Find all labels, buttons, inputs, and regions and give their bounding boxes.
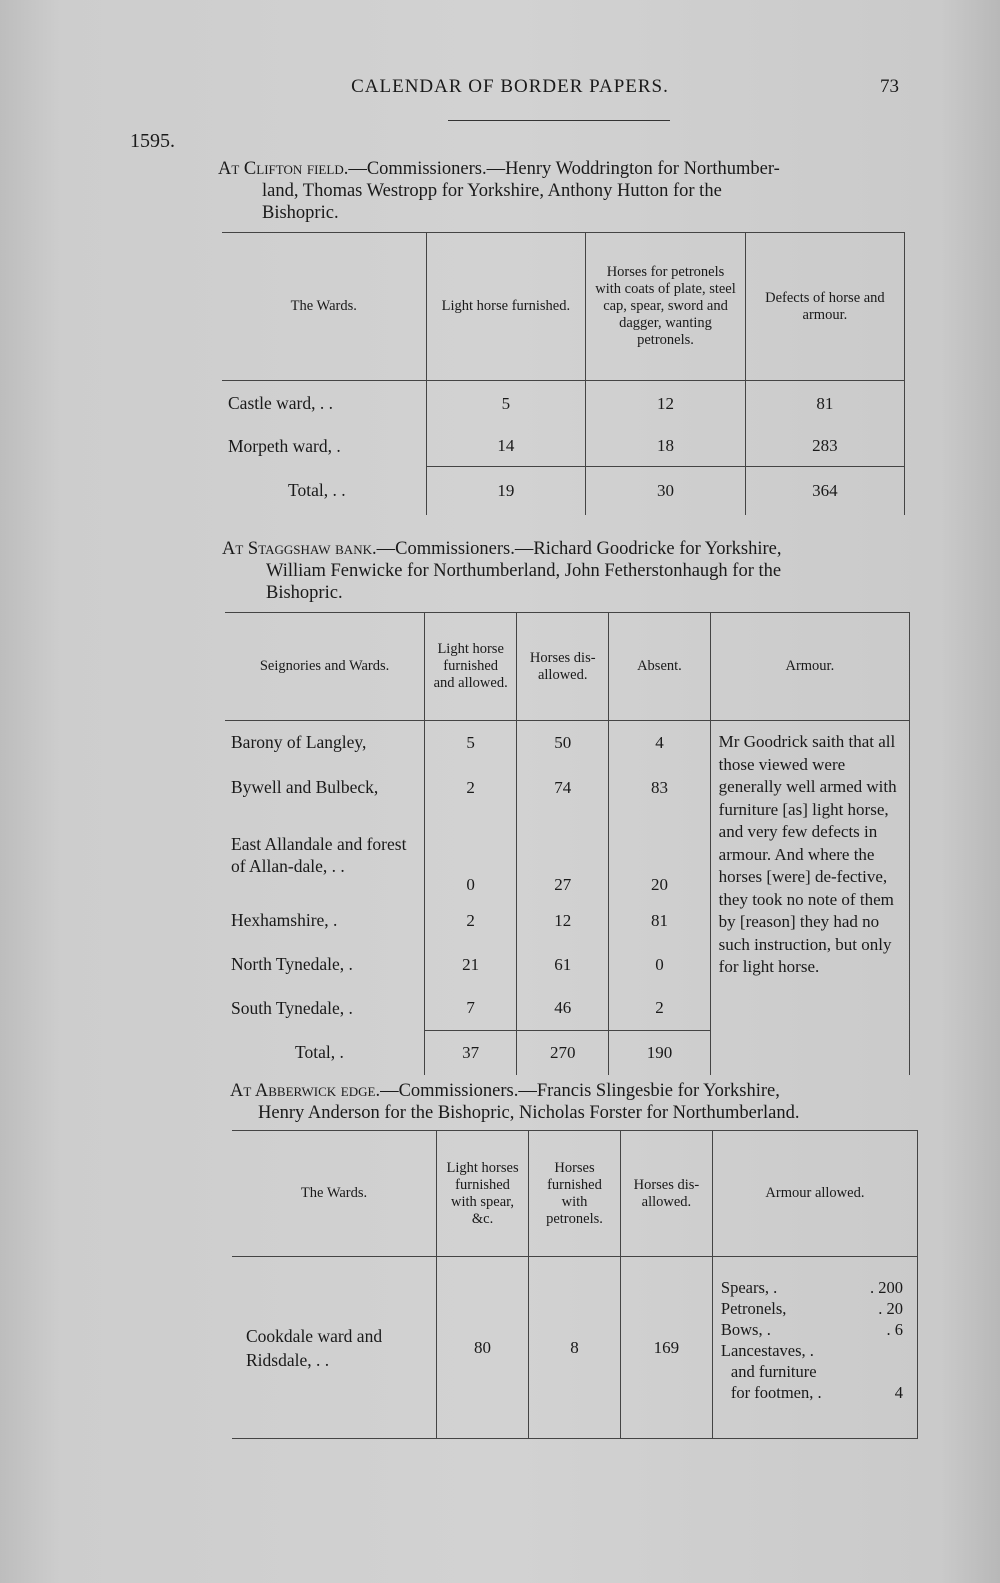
ward-name: Barony of Langley,	[225, 721, 425, 765]
list-item	[721, 1319, 903, 1340]
armour-empty-cell	[710, 1031, 909, 1075]
ward-name: Hexhamshire, .	[231, 910, 338, 930]
staggshaw-bank-table	[225, 612, 910, 1075]
section2-text-l3: Bishopric.	[266, 583, 343, 603]
col-petronels: Horses furnished with petronels.	[529, 1131, 621, 1257]
disallowed-value: 50	[517, 721, 609, 765]
armour-note: Mr Goodrick saith that all those viewed were generally well armed with furniture [as] light horse, and very few defects in armour. And where the horses [were] de-fective, they took no note of them by [reason] they had no such instruction, but only for light horse.	[710, 721, 909, 1031]
total-row	[225, 1031, 910, 1075]
disallowed-value: 27	[517, 811, 609, 899]
total-absent: 190	[609, 1031, 710, 1075]
defects-value: 283	[745, 427, 904, 467]
col-defects: Defects of horse and armour.	[745, 233, 904, 381]
total-label: Total, .	[295, 1042, 344, 1062]
petronels-value: 18	[586, 427, 746, 467]
armour-item: Lancestaves, .	[720, 1341, 814, 1360]
table-row	[225, 721, 910, 765]
page-number: 73	[880, 76, 899, 97]
disallowed-value: 61	[517, 943, 609, 987]
total-light: 19	[426, 467, 586, 515]
armour-allowed-list	[712, 1257, 917, 1439]
table-row	[222, 427, 905, 467]
absent-value: 0	[609, 943, 710, 987]
armour-item: Spears, .	[720, 1278, 778, 1297]
armour-qty: 4	[894, 1383, 903, 1402]
armour-qty: . 20	[878, 1299, 903, 1318]
list-item	[721, 1361, 903, 1382]
absent-value: 20	[609, 811, 710, 899]
section3-text-l1: —Commissioners.—Francis Slingesbie for Yorkshire,	[380, 1081, 780, 1101]
col-armour-allowed: Armour allowed.	[712, 1131, 917, 1257]
total-petronels: 30	[586, 467, 746, 515]
section1-place: At Clifton field.	[218, 159, 349, 179]
petronels-value: 8	[529, 1257, 621, 1439]
total-light: 37	[425, 1031, 517, 1075]
col-disallowed: Horses dis-allowed.	[517, 613, 609, 721]
col-seignories: Seignories and Wards.	[225, 613, 425, 721]
clifton-field-table	[222, 232, 905, 515]
armour-qty: . 6	[886, 1320, 903, 1339]
armour-item: for footmen, .	[730, 1383, 822, 1402]
light-value: 80	[437, 1257, 529, 1439]
ward-name: Bywell and Bulbeck,	[231, 777, 379, 797]
light-value: 5	[425, 721, 517, 765]
col-light-horses: Light horses furnished with spear, &c.	[437, 1131, 529, 1257]
ward-name: North Tynedale, .	[231, 954, 353, 974]
armour-item: Bows, .	[720, 1320, 771, 1339]
list-item	[721, 1298, 903, 1319]
col-light-horse: Light horse furnished.	[426, 233, 586, 381]
section1-text-l2: land, Thomas Westropp for Yorkshire, Anthony Hutton for the	[262, 181, 722, 201]
col-disallowed: Horses dis-allowed.	[620, 1131, 712, 1257]
section3-place: At Abberwick edge.	[230, 1081, 381, 1101]
total-defects: 364	[745, 467, 904, 515]
col-light-horse: Light horse furnished and allowed.	[425, 613, 517, 721]
light-value: 0	[425, 811, 517, 899]
light-value: 2	[425, 765, 517, 811]
col-armour: Armour.	[710, 613, 909, 721]
light-value: 21	[425, 943, 517, 987]
disallowed-value: 169	[620, 1257, 712, 1439]
ward-name: Cookdale ward and Ridsdale, . .	[232, 1257, 437, 1439]
armour-item: Petronels,	[720, 1299, 787, 1318]
ward-name: Castle ward, . .	[222, 381, 426, 427]
total-label: Total, . .	[288, 480, 346, 500]
section2-text-l2: William Fenwicke for Northumberland, John Fetherstonhaugh for the	[266, 561, 782, 581]
year-marker: 1595.	[130, 130, 175, 152]
disallowed-value: 46	[517, 987, 609, 1031]
section1-text-l1: —Commissioners.—Henry Woddrington for Northumber-	[348, 159, 780, 179]
disallowed-value: 12	[517, 899, 609, 943]
section3-intro	[230, 1080, 920, 1124]
light-value: 7	[425, 987, 517, 1031]
absent-value: 2	[609, 987, 710, 1031]
petronels-value: 12	[586, 381, 746, 427]
armour-item: and furniture	[730, 1362, 817, 1381]
defects-value: 81	[745, 381, 904, 427]
ward-name: South Tynedale, .	[231, 998, 353, 1018]
disallowed-value: 74	[517, 765, 609, 811]
running-head: CALENDAR OF BORDER PAPERS.	[351, 76, 669, 97]
ward-name: Morpeth ward, .	[228, 436, 341, 456]
absent-value: 83	[609, 765, 710, 811]
header-rule	[448, 120, 670, 121]
section1-intro	[218, 158, 908, 224]
col-wards: The Wards.	[232, 1131, 437, 1257]
section2-intro	[222, 538, 912, 604]
light-value: 2	[425, 899, 517, 943]
col-wards: The Wards.	[222, 233, 426, 381]
total-disallowed: 270	[517, 1031, 609, 1075]
armour-qty: . 200	[870, 1278, 903, 1297]
light-value: 14	[426, 427, 586, 467]
table-row	[222, 381, 905, 427]
absent-value: 81	[609, 899, 710, 943]
col-petronels: Horses for petronels with coats of plate, steel cap, spear, sword and dagger, wanting petronels.	[586, 233, 746, 381]
col-absent: Absent.	[609, 613, 710, 721]
absent-value: 4	[609, 721, 710, 765]
list-item	[721, 1382, 903, 1403]
total-row	[222, 467, 905, 515]
list-item	[721, 1277, 903, 1298]
light-value: 5	[426, 381, 586, 427]
list-item	[721, 1340, 903, 1361]
section2-text-l1: —Commissioners.—Richard Goodricke for Yorkshire,	[376, 539, 782, 559]
section3-text-l2: Henry Anderson for the Bishopric, Nicholas Forster for Northumberland.	[258, 1103, 800, 1123]
table-row	[232, 1257, 918, 1439]
ward-name: East Allandale and forest of Allan-dale, . .	[231, 833, 407, 876]
abberwick-edge-table	[232, 1130, 918, 1439]
section2-place: At Staggshaw bank.	[222, 539, 377, 559]
section1-text-l3: Bishopric.	[262, 203, 339, 223]
